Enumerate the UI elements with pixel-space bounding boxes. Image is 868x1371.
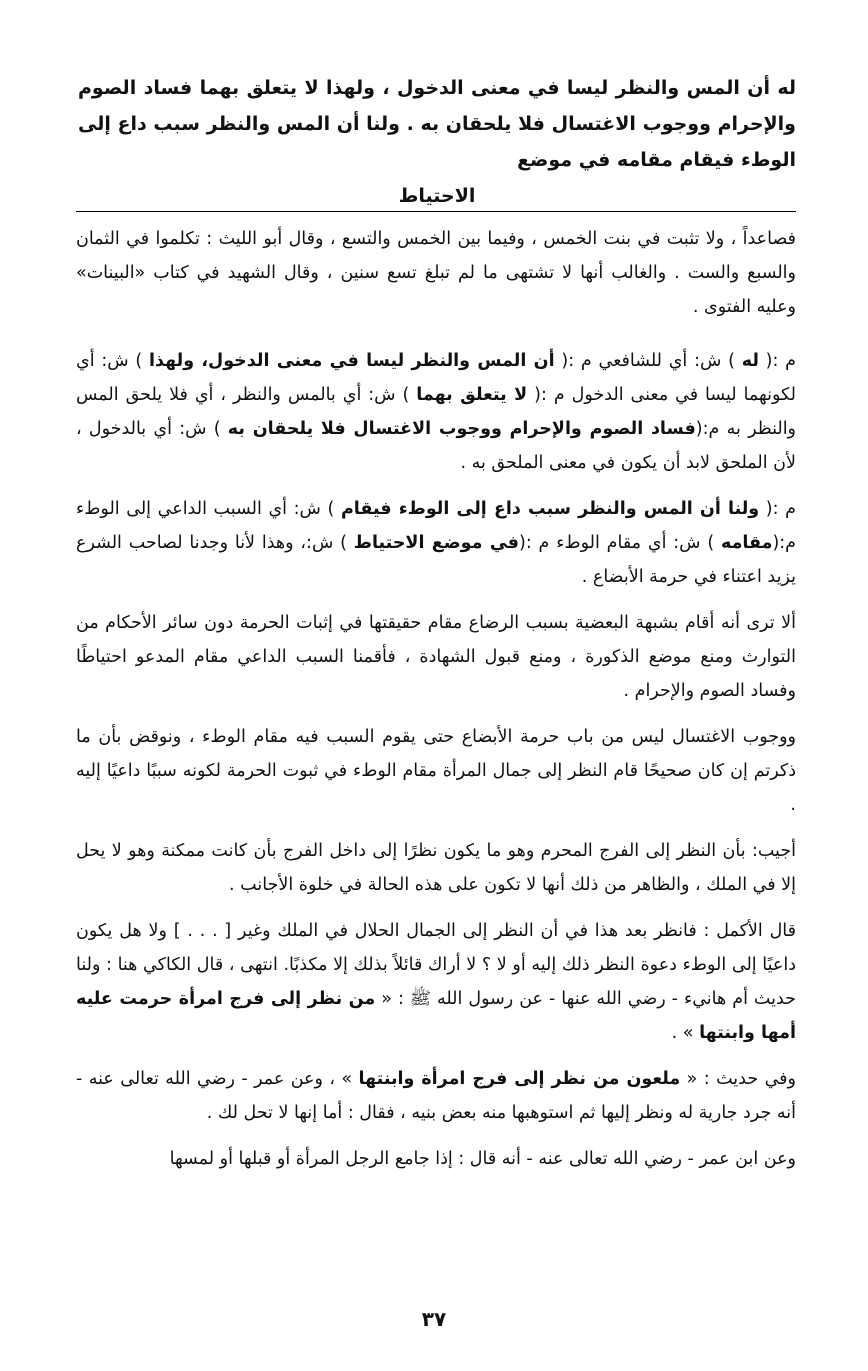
commentary-paragraph [76, 720, 796, 822]
quoted-matn-text: له [741, 351, 759, 371]
commentary-text: وفي حديث : « [680, 1069, 796, 1089]
commentary-paragraph [76, 834, 796, 902]
commentary-paragraph [76, 344, 796, 480]
commentary-text: ألا ترى أنه أقام بشبهة البعضية بسبب الرضاع مقام حقيقتها في إثبات الحرمة دون سائر الأحكام من التوارث ومنع موضع الذكورة ، ومنع قبول الشهادة ، فأقمنا السبب الداعي مقام المدعو احتياطًا وفساد الصوم والإحرام . [76, 613, 796, 701]
main-text-body: له أن المس والنظر ليسا في معنى الدخول ، ولهذا لا يتعلق بهما فساد الصوم والإحرام ووجوب الاغتسال فلا يلحقان به . ولنا أن المس والنظر سبب داع إلى الوطء فيقام مقامه في موضع [78, 77, 796, 171]
commentary-text: » ، وعن عمر - رضي الله تعالى عنه - أنه جرد جارية له ونظر إليها ثم استوهبها منه بعض بنيه ، فقال : أما إنها لا تحل لك . [76, 1069, 796, 1123]
quoted-matn-text: في موضع الاحتياط [353, 533, 519, 553]
footnote-text: فصاعداً ، ولا تثبت في بنت الخمس ، وفيما بين الخمس والتسع ، وقال أبو الليث : تكلموا في الثمان والسبع والست . والغالب أنها لا تشتهى ما لم تبلغ تسع سنين ، وقال الشهيد في كتاب «البينات» وعليه الفتوى . [76, 229, 796, 317]
commentary-paragraph [76, 1142, 796, 1176]
quoted-matn-text: ولنا أن المس والنظر سبب داع إلى الوطء فيقام [340, 499, 760, 519]
commentary-text: وعن ابن عمر - رضي الله تعالى عنه - أنه قال : إذا جامع الرجل المرأة أو قبلها أو لمسها [169, 1149, 796, 1169]
quoted-matn-text: مقامه [720, 533, 773, 553]
quoted-matn-text: أن المس والنظر ليسا في معنى الدخول، ولهذا [148, 351, 555, 371]
separator-line [76, 211, 796, 212]
commentary-text: م :( [759, 499, 796, 519]
commentary-text: ) ش:، وهذا لأنا وجدنا لصاحب الشرع يزيد اعتناء في حرمة الأبضاع . [76, 533, 796, 587]
quoted-matn-text: فساد الصوم والإحرام ووجوب الاغتسال فلا يلحقان به [227, 419, 696, 439]
commentary-text: ) ش: أي للشافعي م :( [554, 351, 742, 371]
commentary-text: م :( [758, 351, 797, 371]
commentary-paragraph [76, 492, 796, 594]
main-text-last-line: الاحتياط [398, 185, 476, 207]
commentary-text: ) ش: أي لكونهما ليسا في معنى الدخول م :( [76, 351, 796, 405]
quoted-matn-text: من نظر إلى فرج امرأة حرمت عليه أمها وابنتها [76, 989, 796, 1043]
commentary-paragraph [76, 606, 796, 708]
commentary-paragraph [76, 914, 796, 1050]
commentary-text: ) ش: أي مقام الوطء م :( [519, 533, 721, 553]
commentary-text: أجيب: بأن النظر إلى الفرج المحرم وهو ما يكون نظرًا إلى داخل الفرج بأن كانت ممكنة وهو لا يحل إلا في الملك ، والظاهر من ذلك أنها لا تكون على هذه الحالة في خلوة الأجانب . [76, 841, 796, 895]
quoted-matn-text: لا يتعلق بهما [416, 385, 528, 405]
commentary-text: » . [671, 1023, 700, 1043]
page-number: ٣٧ [421, 1307, 447, 1331]
quoted-matn-text: ملعون من نظر إلى فرج امرأة وابنتها [358, 1069, 681, 1089]
commentary-body [76, 344, 796, 1188]
commentary-text: ) ش: أي السبب الداعي إلى الوطء م:( [76, 499, 796, 553]
commentary-text: قال الأكمل : فانظر بعد هذا في أن النظر إلى الجمال الحلال في الملك وغير [ . . . ] ولا هل يكون داعيًا إلى الوطء دعوة النظر ذلك إليه أو لا ؟ لا أراك قائلاً بذلك إلا مكذبًا. انتهى ، قال الكاكي هنا : ولنا حديث أم هانيء - رضي الله عنها - عن رسول الله ﷺ : « [76, 921, 796, 1009]
commentary-text: ) ش: أي بالدخول ، لأن الملحق لابد أن يكون في معنى الملحق به . [76, 419, 796, 473]
commentary-paragraph [76, 1062, 796, 1130]
main-text [78, 70, 796, 214]
commentary-text: ووجوب الاغتسال ليس من باب حرمة الأبضاع حتى يقوم السبب فيه مقام الوطء ، ونوقض بأن ما ذكرتم إن كان صحيحًا قام النظر إلى جمال المرأة مقام الوطء في ثبوت الحرمة لكونه سببًا داعيًا إليه . [76, 727, 796, 815]
commentary-text: ) ش: أي بالمس والنظر ، أي فلا يلحق المس والنظر به م:( [76, 385, 797, 439]
